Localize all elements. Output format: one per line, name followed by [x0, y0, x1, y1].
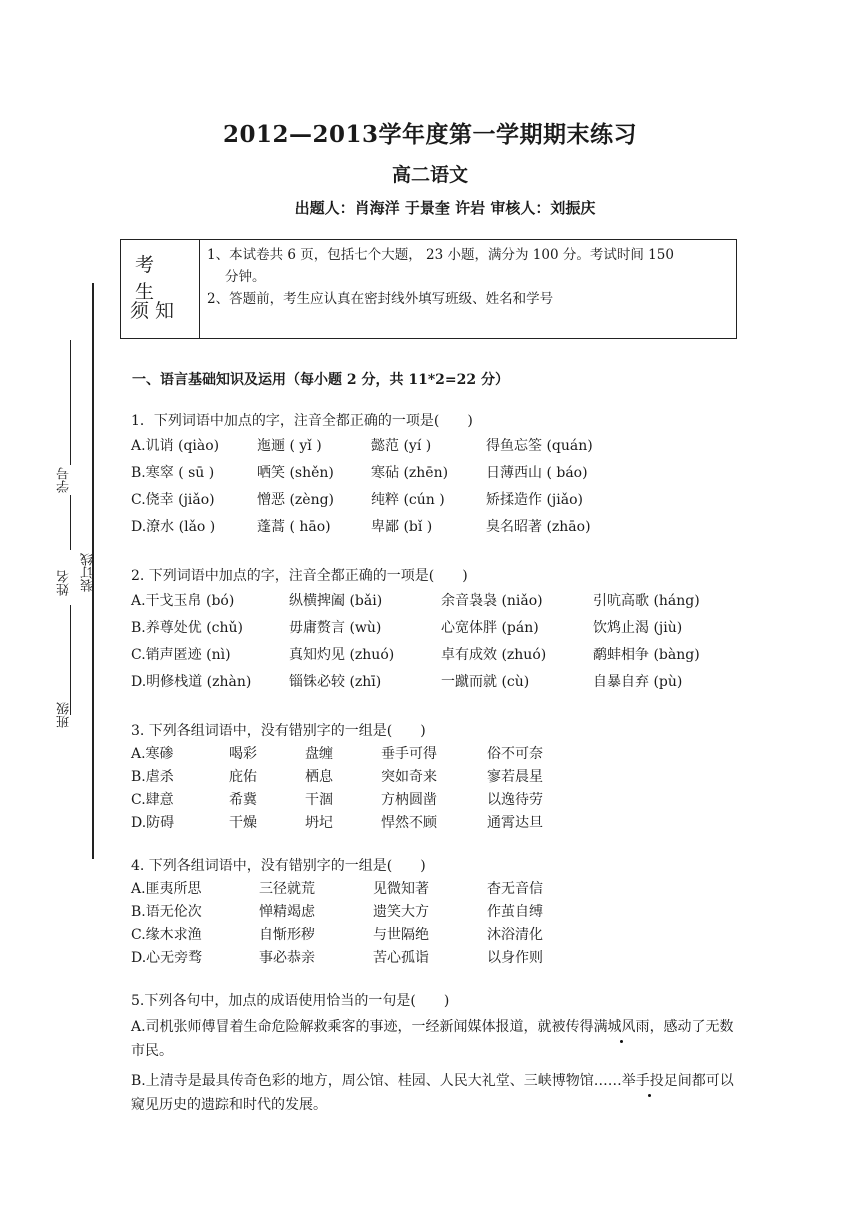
authors-line: 出题人：肖海洋 于景奎 许岩 审核人：刘振庆: [294, 199, 596, 217]
option-cell: D.明修栈道 (zhàn): [131, 674, 252, 690]
option-cell: D.潦水 (lǎo ): [131, 519, 216, 535]
option-row: [131, 590, 751, 617]
option-cell: 卑鄙 (bǐ ): [371, 519, 433, 535]
option-cell: 盘缠: [305, 746, 333, 762]
option-row: [131, 516, 751, 543]
option-cell: 沐浴清化: [487, 927, 543, 943]
option-cell: 心宽体胖 (pán): [441, 620, 539, 636]
option-cell: 引吭高歌 (háng): [593, 593, 700, 609]
option-cell: 锱铢必较 (zhī): [289, 674, 382, 690]
seal-line-label: 装订线: [81, 553, 96, 592]
question-2: [131, 566, 751, 698]
option-cell: A.匪夷所思: [131, 881, 202, 897]
option-cell: 自暴自弃 (pù): [593, 674, 683, 690]
section-heading: 一、语言基础知识及运用（每小题 2 分，共 11*2=22 分）: [132, 372, 509, 388]
option-row: [131, 924, 751, 947]
option-cell: 纯粹 (cún ): [371, 492, 445, 508]
option-cell: 饮鸩止渴 (jiù): [593, 620, 683, 636]
option-cell: 栖息: [305, 769, 333, 785]
option-row: [131, 901, 751, 924]
option-cell: 干燥: [229, 815, 257, 831]
option-cell: 悍然不顾: [381, 815, 437, 831]
option-cell: A.寒碜: [131, 746, 174, 762]
option-cell: D.心无旁骛: [131, 950, 203, 966]
option-cell: 见微知著: [373, 881, 429, 897]
option-cell: 寥若晨星: [487, 769, 543, 785]
option-cell: 余音袅袅 (niǎo): [441, 593, 543, 609]
name-underline-top: [70, 495, 71, 550]
student-id-label: 学号: [57, 467, 72, 493]
option-row: [131, 878, 751, 901]
option-cell: 哂笑 (shěn): [257, 465, 334, 481]
option-row: [131, 644, 751, 671]
option-cell: 真知灼见 (zhuó): [289, 647, 395, 663]
option-cell: 遗笑大方: [373, 904, 429, 920]
option-cell: 垂手可得: [381, 746, 437, 762]
option-cell: 一蹴而就 (cù): [441, 674, 530, 690]
option-cell: 苦心孤诣: [373, 950, 429, 966]
subject-title: 高二语文: [391, 164, 468, 186]
notice-item1-cont: 分钟。: [225, 269, 266, 285]
option-cell: D.防碍: [131, 815, 175, 831]
option-cell: 杳无音信: [487, 881, 543, 897]
question-5: [131, 991, 741, 1117]
notice-label: [121, 240, 200, 338]
option-cell: B.虐杀: [131, 769, 174, 785]
option-cell: 作茧自缚: [487, 904, 543, 920]
option-row: [131, 617, 751, 644]
question-title: 5.下列各句中，加点的成语使用恰当的一句是( ): [131, 993, 450, 1009]
option-row: [131, 789, 751, 812]
option-cell: C.肆意: [131, 792, 174, 808]
option-cell: 矫揉造作 (jiǎo): [486, 492, 583, 508]
option-cell: 俗不可奈: [487, 746, 543, 762]
option-cell: 臭名昭著 (zhāo): [486, 519, 591, 535]
option-cell: 干涸: [305, 792, 333, 808]
class-label: 班级: [57, 702, 72, 728]
option-b: [131, 1069, 735, 1117]
option-row: [131, 812, 751, 835]
option-cell: 事必恭亲: [259, 950, 315, 966]
option-row: [131, 435, 751, 462]
option-a: [131, 1015, 735, 1063]
option-cell: 与世隔绝: [373, 927, 429, 943]
option-cell: 懿范 (yí ): [371, 438, 432, 454]
option-cell: 通霄达旦: [487, 815, 543, 831]
option-cell: 自惭形秽: [259, 927, 315, 943]
student-id-underline: [70, 340, 71, 465]
option-cell: 日薄西山 ( báo): [486, 465, 588, 481]
question-title: 2. 下列词语中加点的字，注音全都正确的一项是( ): [131, 568, 468, 584]
notice-item2: 2、答题前，考生应认真在密封线外填写班级、姓名和学号: [207, 291, 554, 307]
question-1: [131, 411, 751, 543]
question-title: 1．下列词语中加点的字，注音全都正确的一项是( ): [131, 413, 473, 429]
notice-text: [207, 244, 733, 310]
option-cell: 憎恶 (zèng): [257, 492, 335, 508]
option-b-idiom: 举手投足: [622, 1069, 678, 1093]
option-cell: 突如奇来: [381, 769, 437, 785]
option-a-idiom: 满城风雨: [594, 1015, 650, 1039]
option-cell: 以逸待劳: [487, 792, 543, 808]
question-3: [131, 721, 751, 835]
question-title: 3. 下列各组词语中，没有错别字的一组是( ): [131, 723, 426, 739]
question-4: [131, 856, 751, 970]
question-title: 4. 下列各组词语中，没有错别字的一组是( ): [131, 858, 426, 874]
option-row: [131, 947, 751, 970]
option-row: [131, 766, 751, 789]
option-cell: 鹬蚌相争 (bàng): [593, 647, 700, 663]
option-cell: B.养尊处优 (chǔ): [131, 620, 243, 636]
option-a-text: A.司机张师傅冒着生命危险解救乘客的事迹，一经新闻媒体报道，就被传得: [131, 1019, 594, 1035]
option-cell: 蓬蒿 ( hāo): [257, 519, 331, 535]
option-row: [131, 462, 751, 489]
option-cell: A.讥诮 (qiào): [131, 438, 220, 454]
option-cell: A.干戈玉帛 (bó): [131, 593, 235, 609]
page-title: 2012—2013学年度第一学期期末练习: [222, 121, 638, 148]
notice-label-line1: 考生: [135, 254, 171, 303]
notice-box: [120, 239, 737, 339]
option-cell: 以身作则: [487, 950, 543, 966]
name-label: 姓名: [57, 570, 72, 596]
option-cell: B.语无伦次: [131, 904, 202, 920]
name-underline: [70, 605, 71, 715]
option-row: [131, 489, 751, 516]
option-cell: 迤逦 ( yǐ ): [257, 438, 322, 454]
option-cell: C.侥幸 (jiǎo): [131, 492, 215, 508]
notice-item1: 1、本试卷共 6 页，包括七个大题， 23 小题，满分为 100 分。考试时间 150: [207, 247, 674, 263]
option-cell: 庇佑: [229, 769, 257, 785]
option-cell: 三径就荒: [259, 881, 315, 897]
option-a-text-end: ，感动了无数市民。: [131, 1019, 734, 1059]
option-cell: C.销声匿迹 (nì): [131, 647, 231, 663]
option-cell: 寒砧 (zhēn): [371, 465, 449, 481]
option-cell: 喝彩: [229, 746, 257, 762]
notice-label-line2: 须知: [130, 300, 181, 322]
option-cell: 得鱼忘筌 (quán): [486, 438, 593, 454]
option-cell: 方枘圆凿: [381, 792, 437, 808]
option-cell: 惮精竭虑: [259, 904, 315, 920]
option-cell: 希冀: [229, 792, 257, 808]
option-b-text-end: 间都可以窥见历史的遗踪和时代的发展。: [131, 1073, 734, 1113]
option-b-text: B.上清寺是最具传奇色彩的地方，周公馆、桂园、人民大礼堂、三峡博物馆……: [131, 1073, 622, 1089]
option-cell: 卓有成效 (zhuó): [441, 647, 547, 663]
option-row: [131, 743, 751, 766]
option-cell: 纵横捭阖 (bǎi): [289, 593, 383, 609]
option-cell: B.寒窣 ( sū ): [131, 465, 215, 481]
option-row: [131, 671, 751, 698]
option-cell: 毋庸赘言 (wù): [289, 620, 382, 636]
option-cell: 坍圮: [305, 815, 333, 831]
option-cell: C.缘木求渔: [131, 927, 202, 943]
